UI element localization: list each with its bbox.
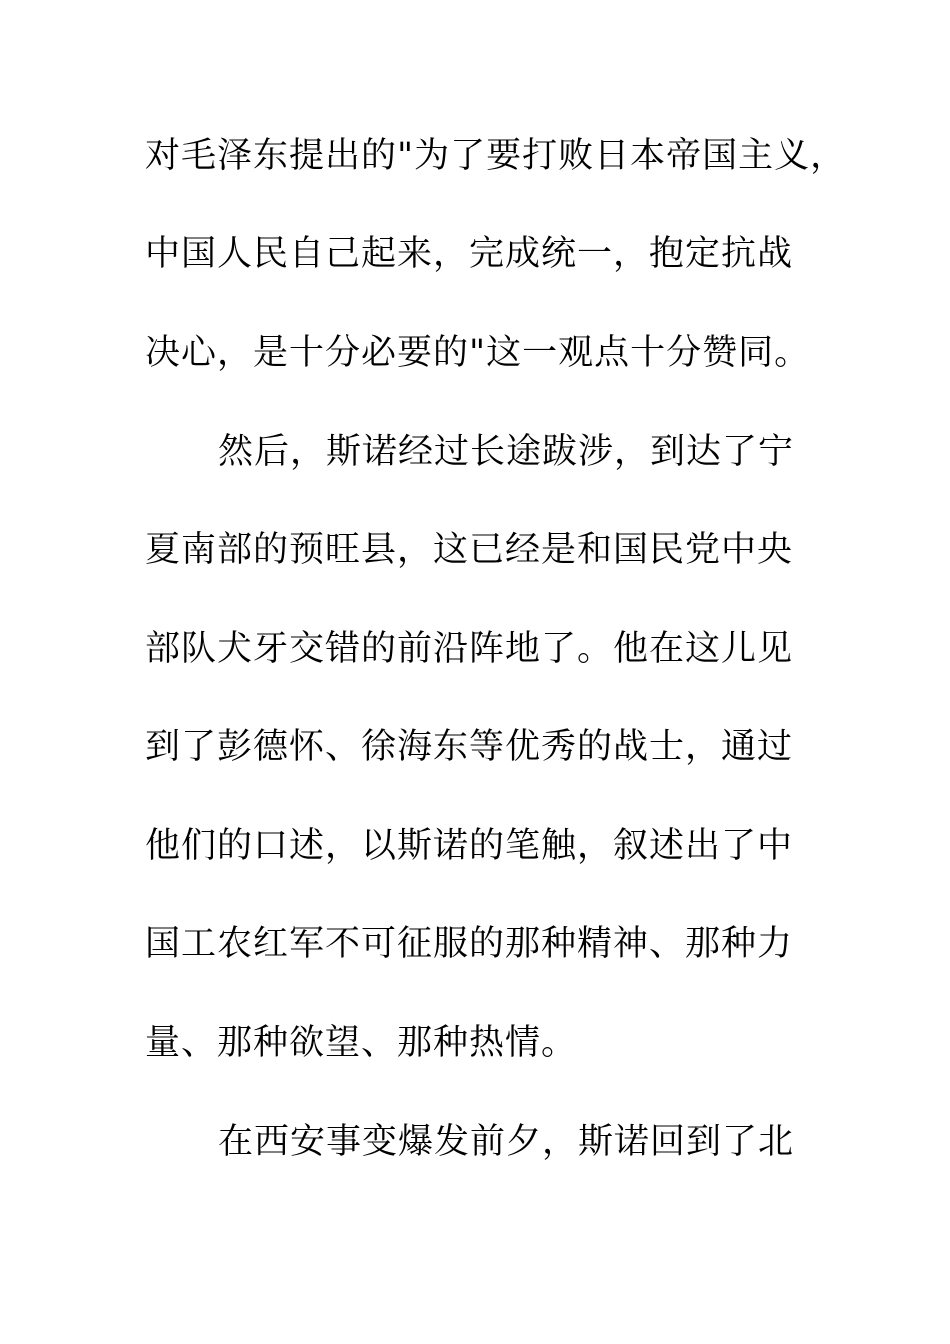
text-line-5: 夏南部的预旺县，这已经是和国民党中央 — [145, 530, 794, 570]
text-line-1: 对毛泽东提出的"为了要打败日本帝国主义， — [145, 136, 847, 176]
text-line-2: 中国人民自己起来，完成统一，抱定抗战 — [145, 234, 794, 274]
text-line-7: 到了彭德怀、徐海东等优秀的战士，通过 — [145, 727, 794, 767]
text-line-8: 他们的口述，以斯诺的笔触，叙述出了中 — [145, 826, 794, 866]
text-line-4-paragraph-start: 然后，斯诺经过长途跋涉，到达了宁 — [218, 432, 795, 472]
text-line-11-paragraph-start: 在西安事变爆发前夕，斯诺回到了北 — [218, 1122, 795, 1162]
text-line-10: 量、那种欲望、那种热情。 — [145, 1023, 578, 1063]
text-line-3: 决心，是十分必要的"这一观点十分赞同。 — [145, 333, 811, 373]
text-line-6: 部队犬牙交错的前沿阵地了。他在这儿见 — [145, 629, 794, 669]
text-line-9: 国工农红军不可征服的那种精神、那种力 — [145, 924, 794, 964]
